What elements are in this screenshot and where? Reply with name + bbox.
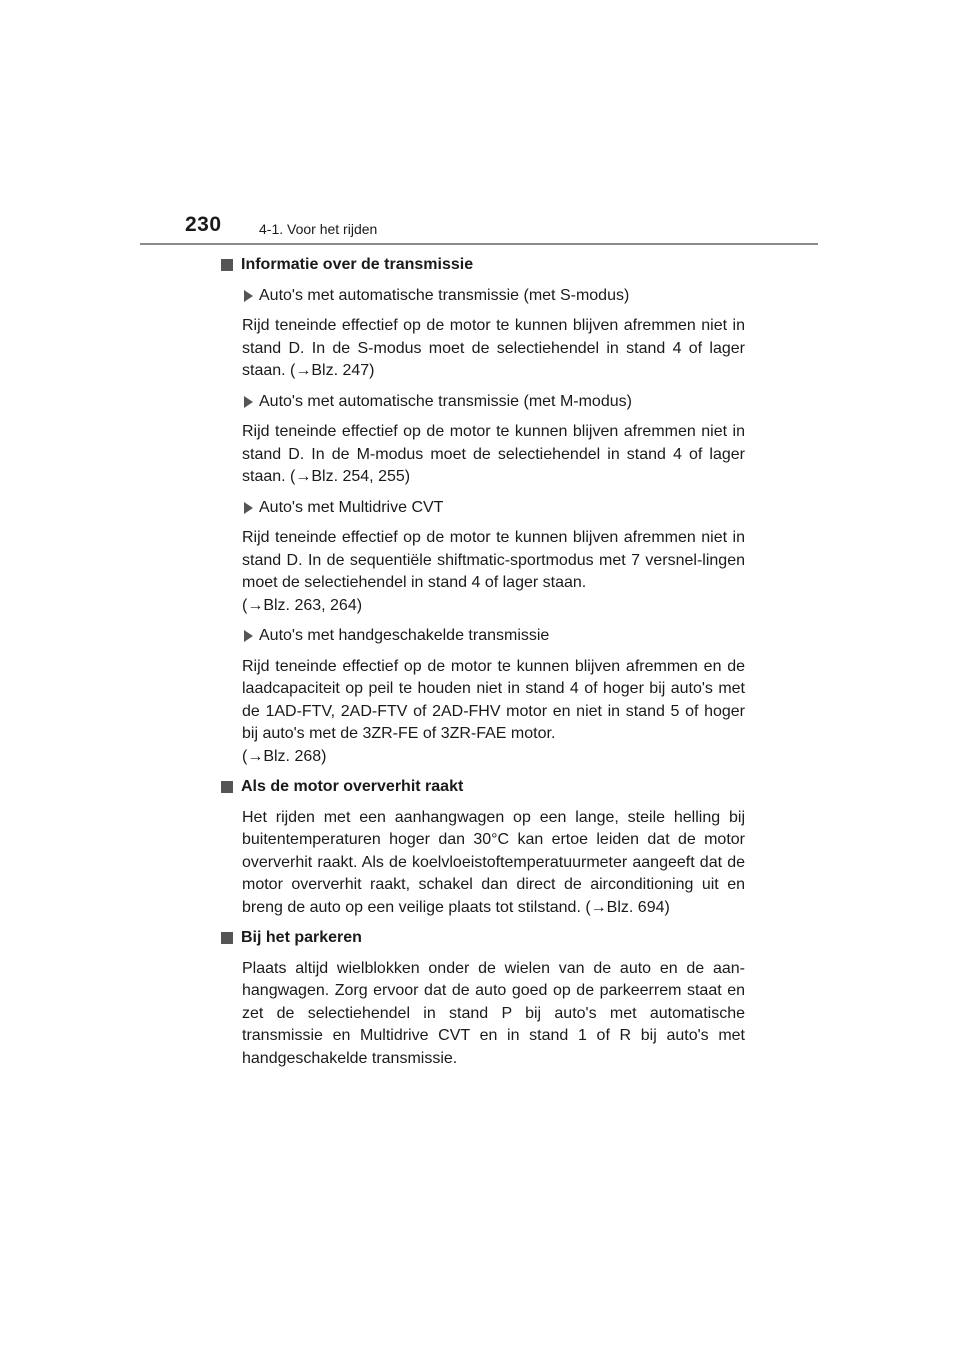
subheading-text: Auto's met handgeschakelde transmissie (259, 627, 550, 644)
subheading-text: Auto's met automatische transmissie (met S-modus) (259, 286, 630, 304)
heading-text: Bij het parkeren (241, 929, 362, 946)
heading-text: Informatie over de transmissie (241, 256, 474, 273)
section-heading-parking (221, 927, 745, 950)
paragraph-overheat: Het rijden met een aanhangwagen op een lange, steile helling bij buitentemperaturen hoger dan 30°C kan ertoe leiden dat de motor oververhit raakt. Als de koelvloeistoftemperatuurmeter aangeeft dat de motor oververhit raakt, schakel dan direct de airconditioning uit en breng de auto op een veilige plaats tot stilstand. (→Blz. 694) (242, 808, 745, 916)
subheading-text: Auto's met Multidrive CVT (259, 498, 444, 516)
section-heading-transmission (221, 254, 745, 277)
page-reference: (→Blz. 268) (242, 747, 327, 765)
paragraph-text: Rijd teneinde effectief op de motor te kunnen blijven afremmen en de laadcapaciteit op peil te houden niet in stand 4 of hoger bij auto's met de 1AD-FTV, 2AD-FTV of 2AD-FHV motor en niet in stand 5 of hoger bij auto's met de 3ZR-FE of 3ZR-FAE motor. (242, 657, 745, 742)
square-bullet-icon (221, 259, 233, 271)
subheading-s-mode (244, 285, 745, 308)
subheading-text: Auto's met automatische transmissie (met M-modus) (259, 392, 632, 410)
triangle-bullet-icon (244, 396, 253, 408)
subheading-m-mode (244, 391, 745, 414)
heading-text: Als de motor oververhit raakt (241, 778, 464, 795)
square-bullet-icon (221, 932, 233, 944)
paragraph-text: Rijd teneinde effectief op de motor te kunnen blijven afremmen niet in stand D. In de sequentiële shiftmatic-sportmodus met 7 versnel-lingen moet de selectiehendel in stand 4 of lager staan. (242, 529, 745, 591)
paragraph-parking: Plaats altijd wielblokken onder de wielen van de auto en de aan-hangwagen. Zorg ervoor dat de auto goed op de parkeerrem staat en zet de selectiehendel in stand P bij auto's met automatische transmissie en Multidrive CVT en in stand 1 of R bij auto's met handgeschakelde transmissie. (242, 959, 745, 1067)
section-heading-overheat (221, 776, 745, 799)
subheading-manual (244, 625, 745, 648)
paragraph-s-mode: Rijd teneinde effectief op de motor te kunnen blijven afremmen niet in stand D. In de S-modus moet de selectiehendel in stand 4 of lager staan. (→Blz. 247) (242, 317, 745, 379)
header-rule (140, 243, 818, 245)
paragraph-m-mode: Rijd teneinde effectief op de motor te kunnen blijven afremmen niet in stand D. In de M-modus moet de selectiehendel in stand 4 of lager staan. (→Blz. 254, 255) (242, 423, 745, 485)
triangle-bullet-icon (244, 502, 253, 514)
square-bullet-icon (221, 781, 233, 793)
triangle-bullet-icon (244, 630, 253, 642)
page-reference: (→Blz. 263, 264) (242, 596, 363, 614)
section-title: 4-1. Voor het rijden (259, 221, 378, 237)
paragraph-manual (242, 656, 745, 769)
triangle-bullet-icon (244, 290, 253, 302)
subheading-multidrive (244, 497, 745, 520)
paragraph-multidrive (242, 527, 745, 617)
page-number: 230 (185, 213, 222, 236)
page-content (221, 254, 745, 1078)
